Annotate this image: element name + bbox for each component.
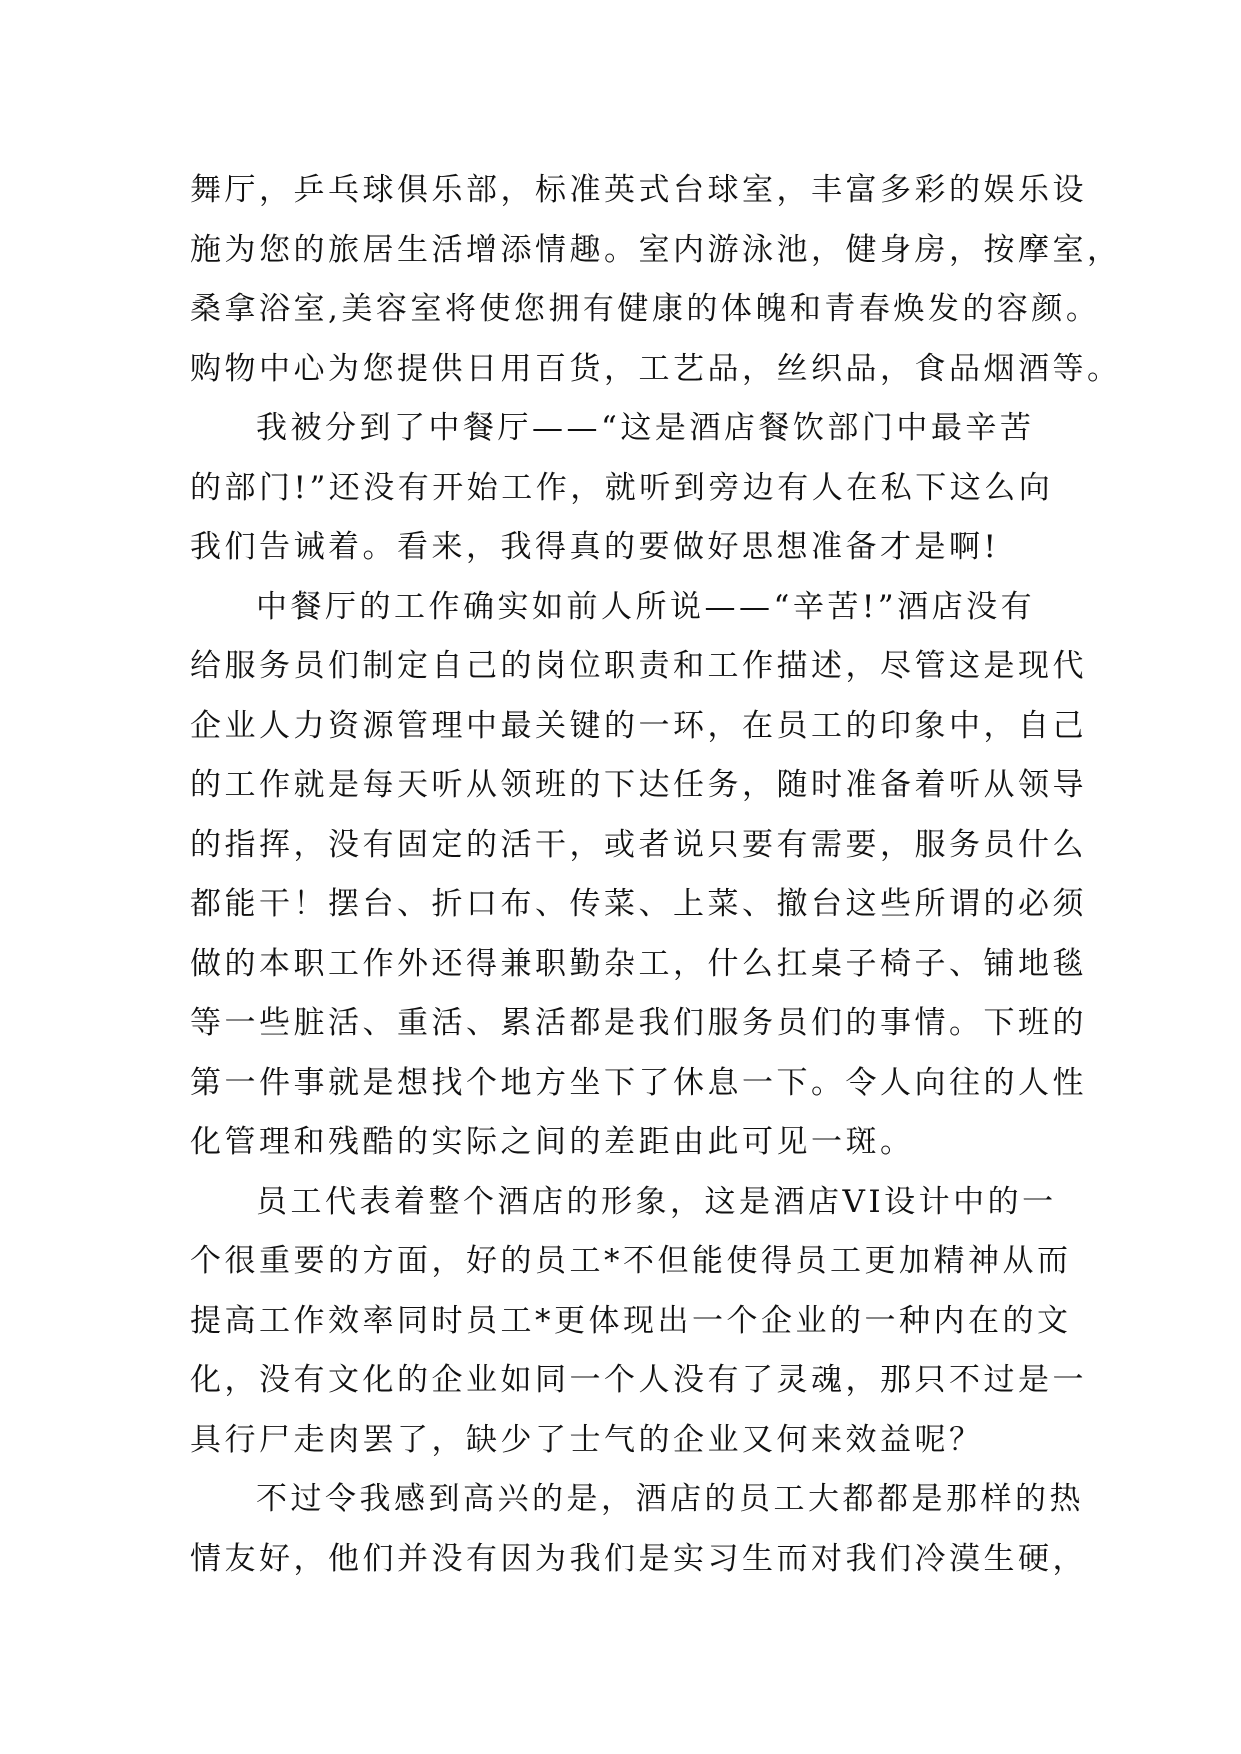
text-line: 企业人力资源管理中最关键的一环，在员工的印象中，自己 <box>190 707 1087 744</box>
paragraph-first-line: 我被分到了中餐厅——“这是酒店餐饮部门中最辛苦 <box>256 410 1035 446</box>
text-line: 具行尸走肉罢了，缺少了士气的企业又何来效益呢？ <box>190 1421 984 1458</box>
text-line: 的工作就是每天听从领班的下达任务，随时准备着听从领导 <box>190 767 1087 803</box>
paragraph-first-line: 中餐厅的工作确实如前人所说——“辛苦!”酒店没有 <box>256 588 1036 625</box>
text-line: 我们告诫着。看来，我得真的要做好思想准备才是啊! <box>190 529 1000 565</box>
text-line: 等一些脏活、重活、累活都是我们服务员们的事情。下班的 <box>190 1005 1087 1041</box>
text-line: 的部门!”还没有开始工作，就听到旁边有人在私下这么向 <box>190 469 1054 506</box>
text-line: 化管理和残酷的实际之间的差距由此可见一斑。 <box>190 1124 915 1160</box>
text-line: 给服务员们制定自己的岗位职责和工作描述，尽管这是现代 <box>190 648 1087 684</box>
text-line: 情友好，他们并没有因为我们是实习生而对我们冷漠生硬， <box>190 1540 1087 1577</box>
text-line: 的指挥，没有固定的活干，或者说只要有需要，服务员什么 <box>190 826 1087 863</box>
document-body <box>190 161 1122 1589</box>
text-line: 购物中心为您提供日用百货，工艺品，丝织品，食品烟酒等。 <box>190 350 1122 387</box>
text-line: 做的本职工作外还得兼职勤杂工，什么扛桌子椅子、铺地毯 <box>190 945 1087 982</box>
text-line: 第一件事就是想找个地方坐下了休息一下。令人向往的人性 <box>190 1064 1087 1101</box>
text-line: 提高工作效率同时员工*更体现出一个企业的一种内在的文 <box>190 1302 1072 1339</box>
text-line: 舞厅，乒乓球俱乐部，标准英式台球室，丰富多彩的娱乐设 <box>190 172 1087 208</box>
text-line: 桑拿浴室,美容室将使您拥有健康的体魄和青春焕发的容颜。 <box>190 291 1101 327</box>
text-line: 都能干！摆台、折口布、传菜、上菜、撤台这些所谓的必须 <box>190 886 1087 922</box>
paragraph-first-line: 不过令我感到高兴的是，酒店的员工大都都是那样的热 <box>256 1481 1084 1517</box>
text-line: 施为您的旅居生活增添情趣。室内游泳池，健身房，按摩室， <box>190 231 1122 268</box>
text-line: 个很重要的方面，好的员工*不但能使得员工更加精神从而 <box>190 1243 1072 1279</box>
paragraph-first-line: 员工代表着整个酒店的形象，这是酒店VI设计中的一 <box>256 1183 1057 1220</box>
text-line: 化，没有文化的企业如同一个人没有了灵魂，那只不过是一 <box>190 1362 1087 1398</box>
